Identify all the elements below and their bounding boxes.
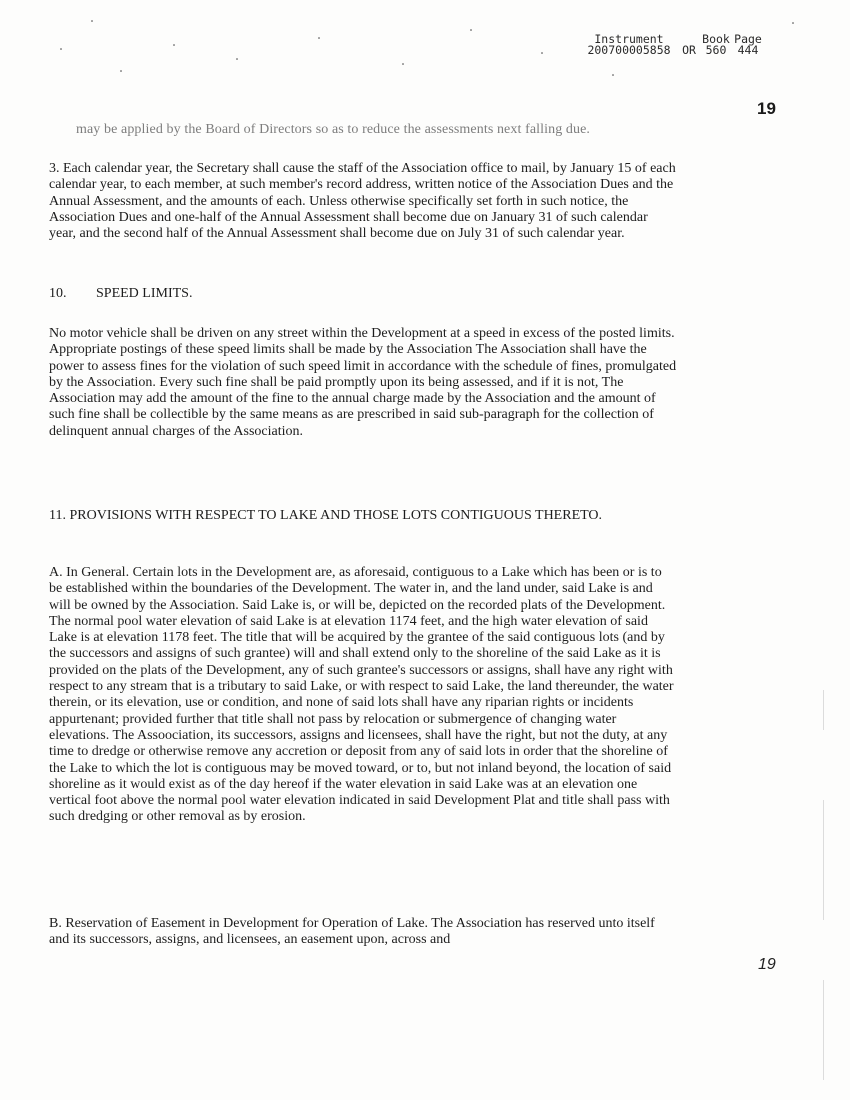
scan-speck: [173, 44, 175, 46]
scan-speck: [60, 48, 62, 50]
section-10-title: SPEED LIMITS.: [96, 286, 193, 301]
section-10-number: 10.: [49, 286, 67, 301]
stamp-book-number: 560: [705, 43, 727, 57]
scan-speck: [792, 22, 794, 24]
scan-speck: [318, 37, 320, 39]
section-10-heading: [49, 286, 677, 302]
stamp-page-number: 444: [737, 43, 759, 57]
stamp-value-row: [580, 45, 764, 56]
scan-speck: [612, 74, 614, 76]
recording-stamp: [580, 34, 764, 56]
page-number-top: 19: [757, 99, 776, 118]
section-11-heading: 11. PROVISIONS WITH RESPECT TO LAKE AND THOSE LOTS CONTIGUOUS THERETO.: [49, 508, 603, 523]
scan-speck: [470, 29, 472, 31]
scan-speck: [402, 63, 404, 65]
section-10-body: No motor vehicle shall be driven on any street within the Development at a speed in excess of the posted limits. Appropriate postings of these speed limits shall be made by the Association The Association shall have the power to assess fines for the violation of such speed limit in accordance with the schedule of fines, promulgated by the Association. Every such fine shall be paid promptly upon its being assessed, and if it is not, The Association may add the amount of the fine to the annual charge made by the Association and the amount of such fine shall be collectible by the same means as are prescribed in said sub-paragraph for the collection of delinquent annual charges of the Association.: [49, 326, 677, 439]
stamp-instrument-label: Instrument: [594, 32, 664, 46]
section-11-paragraph-b: B. Reservation of Easement in Development for Operation of Lake. The Association has reserved unto itself and its successors, assigns, and licensees, an easement upon, across and: [49, 916, 655, 948]
scan-edge-line: [823, 980, 824, 1080]
section-11-paragraph-a: A. In General. Certain lots in the Development are, as aforesaid, contiguous to a Lake which has been or is to be established within the boundaries of the Development. The water in, and the land under, said Lake is and will be owned by the Association. Said Lake is, or will be, depicted on the recorded plats of the Development. The normal pool water elevation of said Lake is at elevation 1174 feet, and the high water elevation of said Lake is at elevation 1178 feet. The title that will be acquired by the grantee of the said contiguous lots (and by the successors and assigns of such grantee) will and shall extend only to the shoreline of the said Lake as it is provided on the plats of the Development, any of such grantee's successors or assigns, shall have any right with respect to any stream that is a tributary to said Lake, or with respect to said Lake, the land thereunder, the water therein, or its elevation, use or condition, and none of said lots shall have any riparian rights or incidents appurtenant; provided further that title shall not pass by relocation or submergence of changing water elevations. The Assoociation, its successors, assigns and licensees, shall have the right, but not the duty, at any time to dredge or otherwise remove any accretion or deposit from any of said lots in order that the shoreline of the Lake to which the lot is contiguous may be moved toward, or to, but not inland beyond, the location of said shoreline as it would exist as of the day hereof if the water elevation in said Lake was at an elevation one vertical foot above the normal pool water elevation indicated in said Development Plat and title shall pass with such dredging or other removal as by erosion.: [49, 565, 674, 825]
scan-speck: [120, 70, 122, 72]
stamp-instrument-number: 200700005858: [587, 43, 671, 57]
scan-speck: [236, 58, 238, 60]
paragraph-3: 3. Each calendar year, the Secretary shall cause the staff of the Association office to mail, by January 15 of each calendar year, to each member, at such member's record address, written notice of the Association Dues and the Annual Assessment, and the amounts of each. Unless otherwise specifically set forth in such notice, the Association Dues and one-half of the Annual Assessment shall become due on January 31 of such calendar year, and the second half of the Annual Assessment shall become due on July 31 of such calendar year.: [49, 161, 676, 242]
faded-continuation-line: may be applied by the Board of Directors so as to reduce the assessments next falling due.: [76, 122, 591, 137]
stamp-book-label: Book: [702, 32, 730, 46]
scan-edge-line: [823, 800, 824, 920]
stamp-or-label: OR: [682, 43, 696, 57]
scan-speck: [91, 20, 93, 22]
scan-edge-line: [823, 690, 824, 730]
scan-speck: [541, 52, 543, 54]
stamp-page-label: Page: [734, 32, 762, 46]
page-number-bottom: 19: [758, 956, 776, 973]
